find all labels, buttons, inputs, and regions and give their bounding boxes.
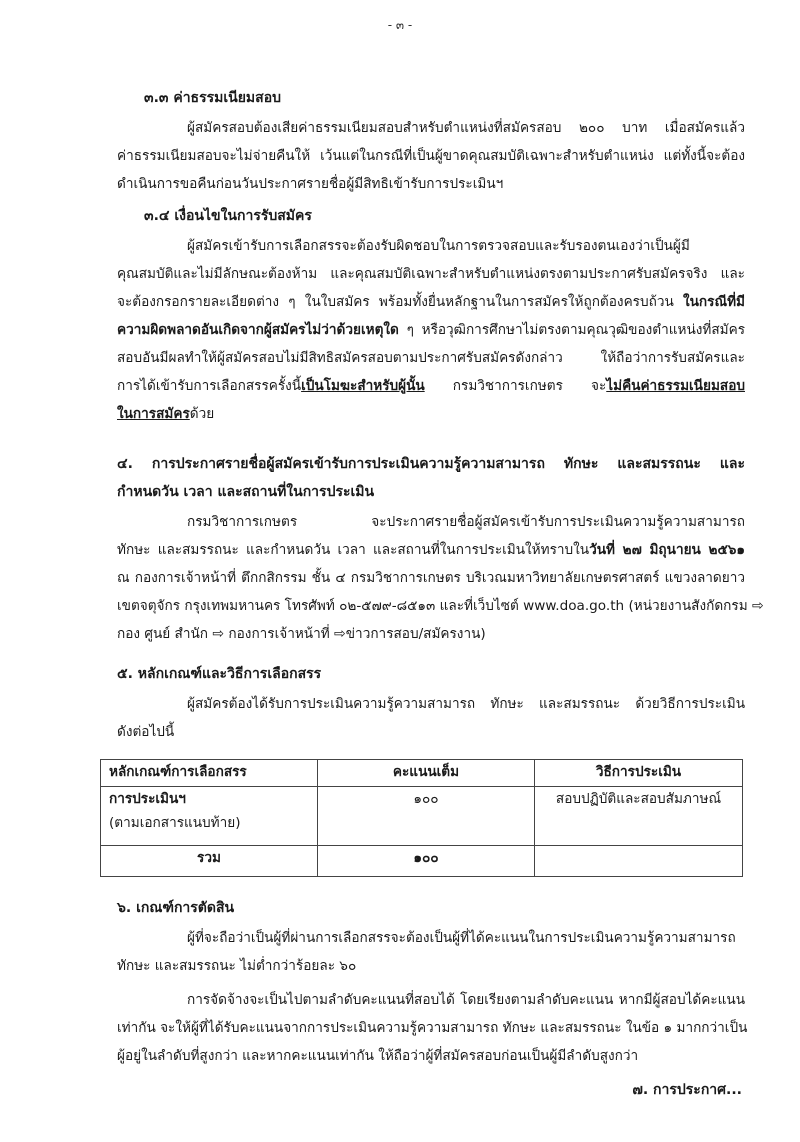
arrow-right-icon: ⇨ <box>752 598 764 614</box>
section-6-line-1: ผู้ที่จะถือว่าเป็นผู้ที่ผ่านการเลือกสรรจะต้องเป็นผู้ที่ได้คะแนนในการประเมินความรู้ความสามารถ <box>187 930 736 946</box>
section-5-line-1: ผู้สมัครต้องได้รับการประเมินความรู้ความสามารถ ทักษะ และสมรรถนะ ด้วยวิธีการประเมิน <box>187 696 745 712</box>
header-method: วิธีการประเมิน <box>535 760 743 787</box>
section-3-4-line-4-bold: ความผิดพลาดอันเกิดจากผู้สมัครไม่ว่าด้วยเหตุใด <box>117 322 399 338</box>
total-label: รวม <box>101 846 318 877</box>
section-3-4-line-6-a: การได้เข้ารับการเลือกสรรครั้งนี้ <box>117 378 302 394</box>
table-header-row <box>101 760 743 787</box>
arrow-right-icon: ⇨ <box>212 626 225 642</box>
section-5-line-2: ดังต่อไปนี้ <box>117 724 175 740</box>
announcement-date: วันที่ ๒๗ มิถุนายน ๒๕๖๑ <box>589 542 745 558</box>
table-row <box>101 787 743 846</box>
criterion-cell <box>101 787 318 846</box>
nav-path-step-3: ข่าวการสอบ/สมัครงาน) <box>345 626 486 642</box>
section-4-line-1: กรมวิชาการเกษตร จะประกาศรายชื่อผู้สมัครเข้ารับการประเมินความรู้ความสามารถ <box>187 514 745 530</box>
section-3-3-heading: ๓.๓ ค่าธรรมเนียมสอบ <box>144 90 281 106</box>
section-4-line-5 <box>117 624 486 644</box>
section-3-3-line-2: ค่าธรรมเนียมสอบจะไม่จ่ายคืนให้ เว้นแต่ในกรณีที่เป็นผู้ขาดคุณสมบัติเฉพาะสำหรับตำแหน่ง แต่ทั้งนี้จะต้อง <box>117 148 745 164</box>
page-number: - ๓ - <box>387 18 413 32</box>
total-score: ๑๐๐ <box>318 846 535 877</box>
criterion-name: การประเมินฯ <box>109 791 186 807</box>
criterion-note: (ตามเอกสารแนบท้าย) <box>109 815 241 831</box>
no-refund-underlined: ไม่คืนค่าธรรมเนียมสอบ <box>606 378 745 394</box>
section-3-4-line-3 <box>117 292 745 312</box>
section-3-4-heading: ๓.๔ เงื่อนไขในการรับสมัคร <box>144 208 312 224</box>
section-4-heading-line-1: ๔. การประกาศรายชื่อผู้สมัครเข้ารับการประเมินความรู้ความสามารถ ทักษะ และสมรรถนะ และ <box>117 456 745 472</box>
section-3-4-line-7 <box>117 404 745 424</box>
header-criterion: หลักเกณฑ์การเลือกสรร <box>101 760 318 787</box>
section-5-heading: ๕. หลักเกณฑ์และวิธีการเลือกสรร <box>117 666 322 682</box>
section-3-3-line-3: ดำเนินการขอคืนก่อนวันประกาศรายชื่อผู้มีสิทธิเข้ารับการประเมินฯ <box>117 176 504 192</box>
section-6-heading: ๖. เกณฑ์การตัดสิน <box>117 900 235 916</box>
header-full-score: คะแนนเต็ม <box>318 760 535 787</box>
in-application-underlined: ในการสมัคร <box>117 406 190 422</box>
section-4-line-2 <box>117 540 745 560</box>
section-3-4-line-3-plain: จะต้องกรอกรายละเอียดต่าง ๆ ในใบสมัคร พร้อมทั้งยื่นหลักฐานในการสมัครให้ถูกต้องครบถ้วน <box>117 294 683 310</box>
nav-path-step-2: กองการเจ้าหน้าที่ <box>228 626 330 642</box>
table-total-row <box>101 846 743 877</box>
section-4-line-4 <box>117 596 764 616</box>
void-notice-underlined: เป็นโมฆะสำหรับผู้นั้น <box>301 378 425 394</box>
score-cell: ๑๐๐ <box>318 787 535 846</box>
nav-path-step-1: กอง ศูนย์ สำนัก <box>117 626 209 642</box>
section-3-4-line-5: สอบอันมีผลทำให้ผู้สมัครสอบไม่มีสิทธิสมัครสอบตามประกาศรับสมัครดังกล่าว ให้ถือว่าการรับสมัครและ <box>117 350 745 366</box>
section-3-4-line-2: คุณสมบัติและไม่มีลักษณะต้องห้าม และคุณสมบัติเฉพาะสำหรับตำแหน่งตรงตามประกาศรับสมัครจริง และ <box>117 266 745 282</box>
section-3-3-line-1: ผู้สมัครสอบต้องเสียค่าธรรมเนียมสอบสำหรับตำแหน่งที่สมัครสอบ ๒๐๐ บาท เมื่อสมัครแล้ว <box>187 120 745 136</box>
contact-and-website: เขตจตุจักร กรุงเทพมหานคร โทรศัพท์ ๐๒-๕๗๙-๘๕๑๓ และที่เว็บไซต์ www.doa.go.th (หน่วยงานสังกัดกรม <box>117 598 748 614</box>
section-6-line-2: ทักษะ และสมรรถนะ ไม่ต่ำกว่าร้อยละ ๖๐ <box>117 958 357 974</box>
section-6-line-4: เท่ากัน จะให้ผู้ที่ได้รับคะแนนจากการประเมินความรู้ความสามารถ ทักษะ และสมรรถนะ ในข้อ ๑ มากกว่าเป็น <box>117 1020 748 1036</box>
section-3-4-line-3-bold: ในกรณีที่มี <box>683 294 745 310</box>
section-6-line-5: ผู้อยู่ในลำดับที่สูงกว่า และหากคะแนนเท่ากัน ให้ถือว่าผู้ที่สมัครสอบก่อนเป็นผู้มีลำดับสูงกว่า <box>117 1048 639 1064</box>
section-4-line-2-plain: ทักษะ และสมรรถนะ และกำหนดวัน เวลา และสถานที่ในการประเมินให้ทราบใน <box>117 542 590 558</box>
arrow-right-icon: ⇨ <box>334 626 346 642</box>
section-6-line-3: การจัดจ้างจะเป็นไปตามลำดับคะแนนที่สอบได้ โดยเรียงตามลำดับคะแนน หากมีผู้สอบได้คะแนน <box>187 992 745 1008</box>
method-cell: สอบปฏิบัติและสอบสัมภาษณ์ <box>535 787 743 846</box>
section-4-line-3: ณ กองการเจ้าหน้าที่ ตึกกสิกรรม ชั้น ๔ กรมวิชาการเกษตร บริเวณมหาวิทยาลัยเกษตรศาสตร์ แขวงลาดยาว <box>117 570 745 586</box>
section-3-4-line-6 <box>117 376 745 396</box>
section-4-heading-line-2: กำหนดวัน เวลา และสถานที่ในการประเมิน <box>117 484 375 500</box>
section-3-4-line-4-plain: ๆ หรือวุฒิการศึกษาไม่ตรงตามคุณวุฒิของตำแหน่งที่สมัคร <box>398 322 745 338</box>
section-3-4-line-1: ผู้สมัครเข้ารับการเลือกสรรจะต้องรับผิดชอบในการตรวจสอบและรับรองตนเองว่าเป็นผู้มี <box>187 238 690 254</box>
total-method <box>535 846 743 877</box>
section-3-4-line-6-b: กรมวิชาการเกษตร จะ <box>424 378 607 394</box>
section-3-4-line-4 <box>117 320 745 340</box>
selection-criteria-table <box>100 759 743 877</box>
continuation-marker: ๗. การประกาศ... <box>632 1082 742 1098</box>
section-3-4-line-7-plain: ด้วย <box>189 406 215 422</box>
